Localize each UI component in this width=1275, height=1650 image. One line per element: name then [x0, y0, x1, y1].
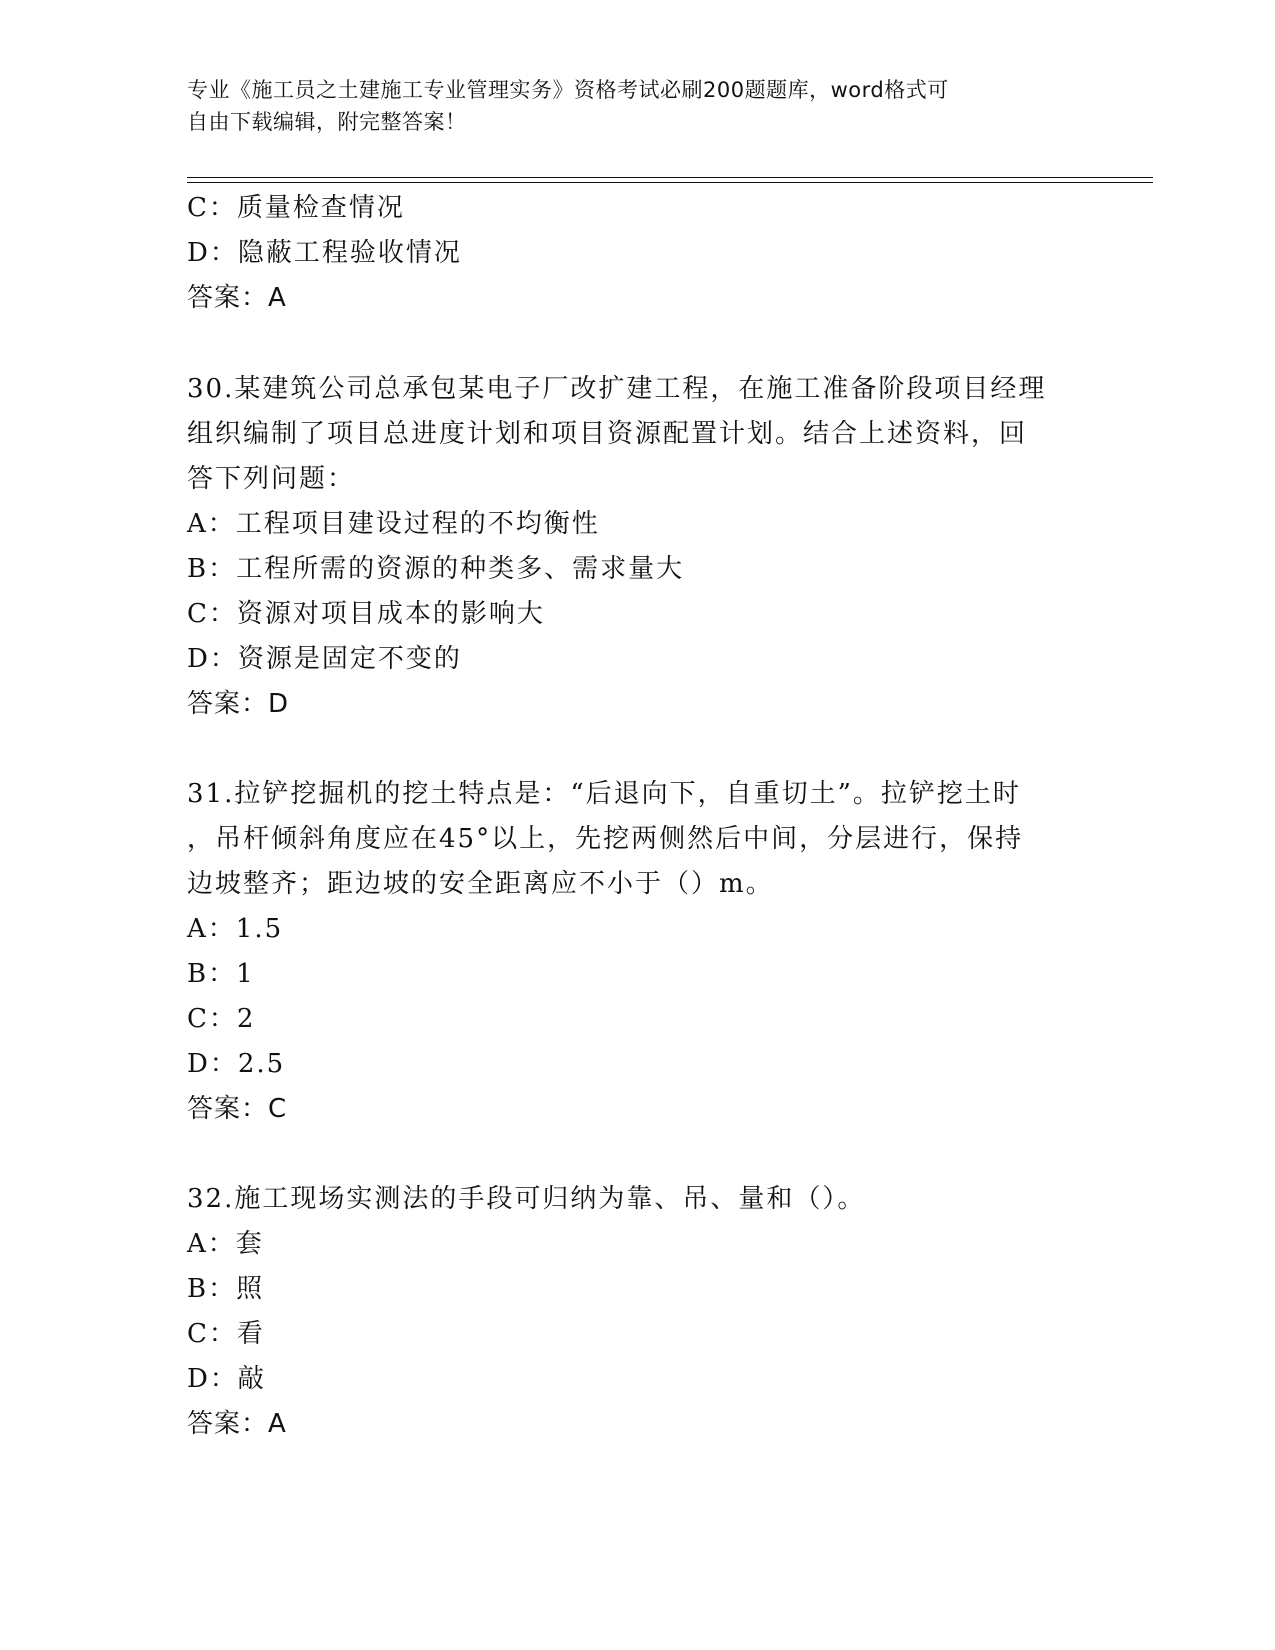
- prev-answer: 答案：A: [187, 283, 287, 313]
- q30-answer: 答案：D: [187, 689, 290, 719]
- document-header: [187, 74, 1067, 138]
- q30-text-line-3: 答下列问题：: [187, 464, 356, 494]
- q31-text-line-3: 边坡整齐；距边坡的安全距离应不小于（）m。: [187, 869, 774, 899]
- prev-option-d: D：隐蔽工程验收情况: [187, 238, 462, 268]
- q30-option-b: B：工程所需的资源的种类多、需求量大: [187, 554, 685, 584]
- q31-option-c: C：2: [187, 1004, 256, 1034]
- header-line-1: 专业《施工员之土建施工专业管理实务》资格考试必刷200题题库，word格式可: [187, 78, 949, 102]
- q30-option-a: A：工程项目建设过程的不均衡性: [187, 509, 600, 539]
- q31-text-line-1: 31.拉铲挖掘机的挖土特点是：“后退向下，自重切土”。拉铲挖土时: [187, 779, 1021, 809]
- q30-text-line-1: 30.某建筑公司总承包某电子厂改扩建工程，在施工准备阶段项目经理: [187, 374, 1047, 404]
- header-divider-bottom: [187, 182, 1153, 183]
- q32-text-line-1: 32.施工现场实测法的手段可归纳为靠、吊、量和（）。: [187, 1184, 866, 1214]
- prev-option-c: C：质量检查情况: [187, 193, 405, 223]
- q32-option-b: B：照: [187, 1274, 265, 1304]
- q32-option-d: D：敲: [187, 1364, 266, 1394]
- q32-option-a: A：套: [187, 1229, 264, 1259]
- q30-option-c: C：资源对项目成本的影响大: [187, 599, 545, 629]
- q32-option-c: C：看: [187, 1319, 265, 1349]
- q30-option-d: D：资源是固定不变的: [187, 644, 462, 674]
- q31-option-b: B：1: [187, 959, 255, 989]
- q31-answer: 答案：C: [187, 1094, 288, 1124]
- q32-answer: 答案：A: [187, 1409, 287, 1439]
- q31-text-line-2: ，吊杆倾斜角度应在45°以上，先挖两侧然后中间，分层进行，保持: [187, 824, 1024, 854]
- q31-option-a: A：1.5: [187, 914, 284, 944]
- header-line-2: 自由下载编辑，附完整答案！: [187, 110, 467, 134]
- q31-option-d: D：2.5: [187, 1049, 286, 1079]
- header-divider-top: [187, 177, 1153, 178]
- q30-text-line-2: 组织编制了项目总进度计划和项目资源配置计划。结合上述资料，回: [187, 419, 1028, 449]
